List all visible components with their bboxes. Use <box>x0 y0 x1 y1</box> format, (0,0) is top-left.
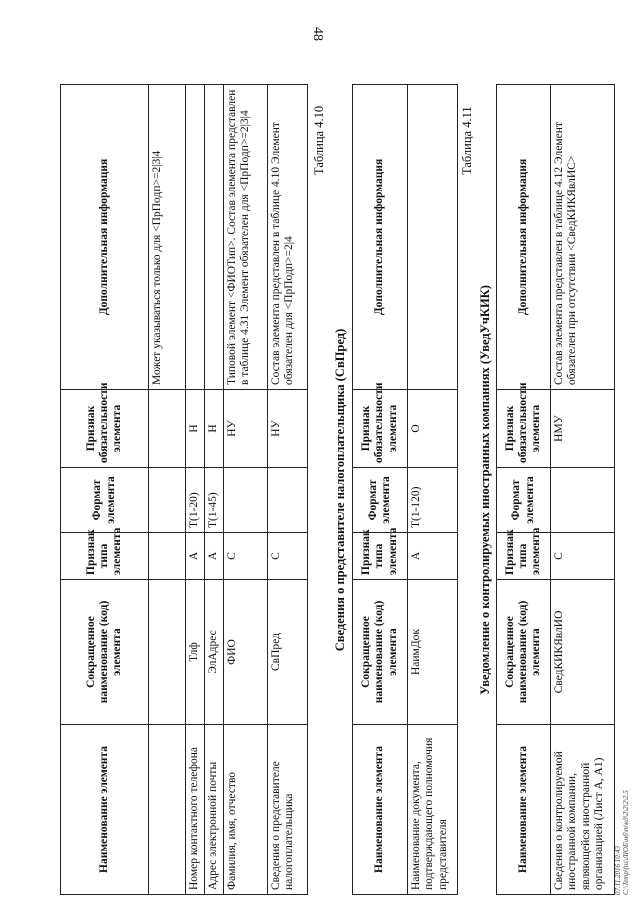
info-cell: Состав элемента представлен в таблице 4.12 Элемент обязателен при отсутствии <СведКИКЯвлИС> <box>551 85 615 390</box>
name-cell: Номер контактного телефона <box>186 725 205 895</box>
header-name: Наименование элемента <box>61 725 149 895</box>
table-4-11 <box>496 84 615 895</box>
table-row <box>149 85 186 895</box>
code-cell: НаимДок <box>408 580 458 725</box>
code-cell: СвПред <box>268 580 308 725</box>
header-name: Наименование элемента <box>497 725 551 895</box>
header-type: Признак типа элемента <box>353 533 408 580</box>
table-row: Номер контактного телефона Тлф А T(1-20) Н <box>186 85 205 895</box>
table-heading-4-10: Сведения о представителе налогоплательщика (СвПред) <box>333 328 347 652</box>
table-row: Наименование документа, подтверждающего полномочия представителя НаимДок А T(1-120) О <box>408 85 458 895</box>
header-code: Сокращенное наименование (код) элемента <box>353 580 408 725</box>
header-required: Признак обязательности элемента <box>353 390 408 468</box>
name-cell: Сведения о контролируемой иностранной компании, являющейся иностранной организацией (Лист А, А1) <box>551 725 615 895</box>
header-info: Дополнительная информация <box>61 85 149 390</box>
name-cell: Сведения о представителе налогоплательщика <box>268 725 308 895</box>
info-cell: Состав элемента представлен в таблице 4.10 Элемент обязателен для <ПрПодп>=2|4 <box>268 85 308 390</box>
header-format: Формат элемента <box>61 468 149 533</box>
table-row: Сведения о контролируемой иностранной компании, являющейся иностранной организацией (Лист А, А1) СведКИКЯвлИО С НМУ Состав элемента представлен в таблице 4.12 Элемент обязателен при отсутствии <СведКИКЯвлИС> <box>551 85 615 895</box>
code-cell: ФИО <box>224 580 268 725</box>
name-cell: Наименование документа, подтверждающего полномочия представителя <box>408 725 458 895</box>
name-cell: Адрес электронной почты <box>205 725 224 895</box>
page-number: 48 <box>310 27 325 41</box>
header-type: Признак типа элемента <box>61 533 149 580</box>
table-continuation <box>60 84 308 895</box>
file-stamp: 07.11.2016 10:43 С:\Temp\fns\ЛЮБ\мб\т\кд\2\2\2\2.5 <box>614 790 631 895</box>
table-row: Адрес электронной почты ЭлАдрес А T(1-45) Н <box>205 85 224 895</box>
code-cell: ЭлАдрес <box>205 580 224 725</box>
header-info: Дополнительная информация <box>497 85 551 390</box>
name-cell: Фамилия, имя, отчество <box>224 725 268 895</box>
table-row: Фамилия, имя, отчество ФИО С НУ Типовой элемент <ФИОТип>. Состав элемента представлен в таблице 4.31 Элемент обязателен для <ПрПодп>=2|3|4 <box>224 85 268 895</box>
header-type: Признак типа элемента <box>497 533 551 580</box>
table-label-4-10: Таблица 4.10 <box>312 105 326 175</box>
table-label-4-11: Таблица 4.11 <box>460 106 474 175</box>
header-name: Наименование элемента <box>353 725 408 895</box>
info-cell: Может указываться только для <ПрПодп>=2|3|4 <box>149 85 186 390</box>
header-code: Сокращенное наименование (код) элемента <box>61 580 149 725</box>
header-format: Формат элемента <box>497 468 551 533</box>
header-format: Формат элемента <box>353 468 408 533</box>
table-row: Сведения о представителе налогоплательщика СвПред С НУ Состав элемента представлен в таблице 4.10 Элемент обязателен для <ПрПодп>=2|4 <box>268 85 308 895</box>
header-required: Признак обязательности элемента <box>61 390 149 468</box>
table-4-10 <box>352 84 458 895</box>
code-cell: Тлф <box>186 580 205 725</box>
header-required: Признак обязательности элемента <box>497 390 551 468</box>
table-heading-4-11: Уведомление о контролируемых иностранных компаниях (УведУчКИК) <box>478 285 492 695</box>
info-cell: Типовой элемент <ФИОТип>. Состав элемента представлен в таблице 4.31 Элемент обязателен для <ПрПодп>=2|3|4 <box>224 85 268 390</box>
header-code: Сокращенное наименование (код) элемента <box>497 580 551 725</box>
header-info: Дополнительная информация <box>353 85 408 390</box>
code-cell: СведКИКЯвлИО <box>551 580 615 725</box>
